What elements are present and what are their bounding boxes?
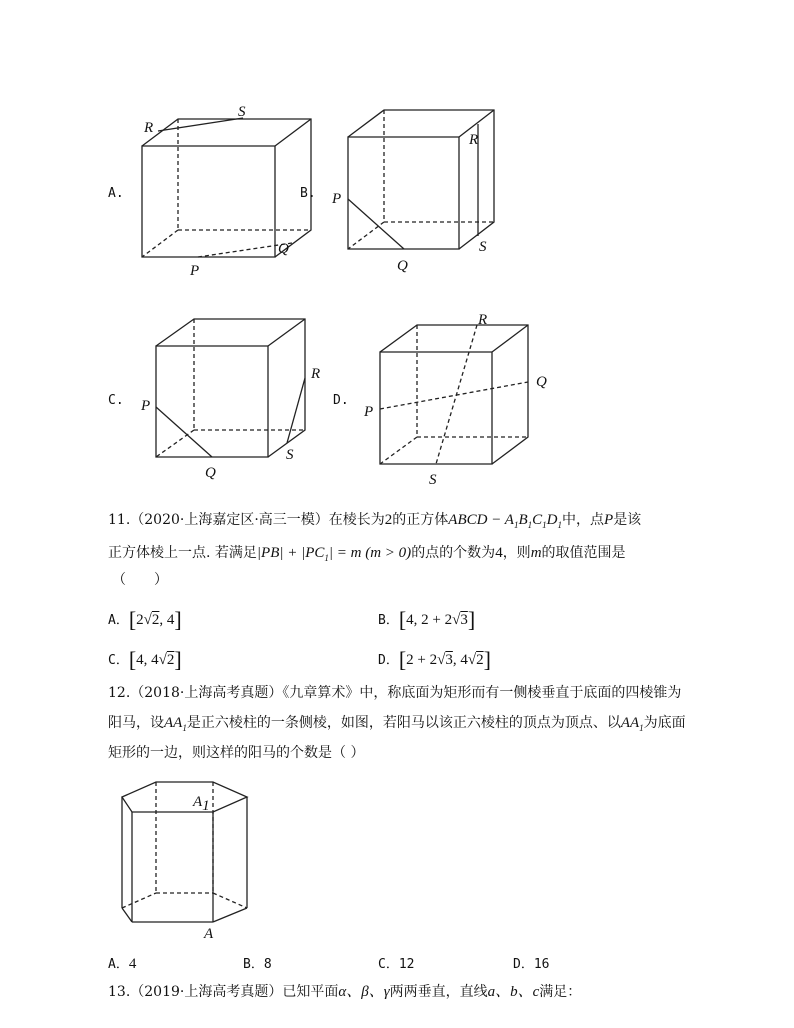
q12-option-c[interactable]: C．12 (378, 957, 415, 972)
q11-text: 是该 (613, 512, 642, 528)
svg-text:S: S (429, 472, 437, 488)
svg-text:A1: A1 (193, 794, 210, 814)
q12-number: 12. (108, 685, 131, 701)
q12-source: （2018·上海高考真题） (130, 685, 283, 701)
q11-var: m (530, 545, 542, 561)
q12-edge: $AA_1$ (620, 715, 644, 733)
svg-text:Q: Q (397, 258, 408, 274)
svg-text:P: P (141, 398, 151, 414)
q11-option-c[interactable]: C．[4, 4√2] (108, 647, 182, 672)
q12-text: 阳马，设 (108, 715, 164, 731)
svg-text:R: R (469, 132, 479, 148)
q11-option-b-label: B． (378, 613, 399, 628)
q11-text: ，则 (502, 545, 531, 561)
q13-text: 满足： (539, 984, 582, 1000)
q11-option-d[interactable]: D．[2 + 2√3, 4√2] (378, 647, 491, 672)
q12-text: 《九章算术》中，称底面为矩形而有一侧棱垂直于底面的四棱锥为 (282, 685, 682, 701)
q11-option-c-label: C． (108, 653, 129, 668)
svg-text:Q: Q (205, 465, 216, 481)
q11-condition: $|PB| + |PC_1| = m$ (m > 0) (256, 545, 412, 563)
q12-edge: $AA_1$ (164, 715, 187, 733)
figure-option-a-label: A. (108, 186, 124, 201)
svg-text:R: R (311, 366, 321, 382)
q11-answer-paren: （ ） (112, 572, 168, 588)
svg-text:P: P (190, 263, 200, 279)
q13-number: 13. (108, 984, 131, 1000)
svg-text:S: S (286, 447, 294, 463)
q11-point: P (604, 512, 614, 528)
q11-text: 中，点 (562, 512, 605, 528)
q11-text: 的正方体 (392, 512, 449, 528)
q13-text: 已知平面 (282, 984, 339, 1000)
q11-option-a-label: A． (108, 613, 129, 628)
q11-count: 4 (495, 545, 503, 561)
q12-option-b[interactable]: B．8 (243, 957, 272, 972)
q13-line-1 (108, 982, 581, 1002)
q11-text: 正方体棱上一点. 若满足 (108, 545, 257, 561)
q11-option-a[interactable]: A．[2√2, 4] (108, 607, 182, 632)
svg-text:R: R (478, 312, 488, 328)
figure-option-d-label: D. (333, 393, 349, 408)
q13-source: （2019·上海高考真题） (130, 984, 283, 1000)
q13-text: 两两垂直，直线 (389, 984, 488, 1000)
q11-option-b[interactable]: B．[4, 2 + 2√3] (378, 607, 476, 632)
figure-option-c-label: C. (108, 393, 124, 408)
svg-text:P: P (332, 191, 342, 207)
svg-text:R: R (144, 120, 154, 136)
q11-source: （2020·上海嘉定区·高三一模） (130, 512, 329, 528)
svg-text:A: A (204, 926, 214, 942)
q13-lines: a、b、c (487, 984, 540, 1000)
q11-text: 的取值范围是 (541, 545, 626, 561)
svg-text:P: P (364, 404, 374, 420)
svg-text:Q: Q (278, 241, 289, 257)
svg-text:S: S (479, 239, 487, 255)
figure-option-b-label: B. (300, 186, 316, 201)
q11-number: 11. (108, 512, 131, 528)
q11-option-d-label: D． (378, 653, 399, 668)
q13-planes: α、β、γ (338, 984, 390, 1000)
q11-edge: 2 (384, 512, 393, 528)
svg-text:Q: Q (536, 374, 547, 390)
svg-text:S: S (238, 104, 246, 120)
q11-text: 的点的个数为 (411, 545, 496, 561)
q11-text: 在棱长为 (328, 512, 385, 528)
q11-cube-name: ABCD − $A_1B_1C_1D_1$ (448, 512, 563, 530)
q12-text: 是正六棱柱的一条侧棱，如图，若阳马以该正六棱柱的顶点为顶点、以 (186, 715, 621, 731)
q12-option-d[interactable]: D．16 (513, 957, 550, 972)
q12-text: 为底面 (643, 715, 686, 731)
q12-option-a[interactable]: A．4 (108, 956, 137, 972)
q12-line-3: 矩形的一边，则这样的阳马的个数是（ ） (108, 745, 365, 761)
